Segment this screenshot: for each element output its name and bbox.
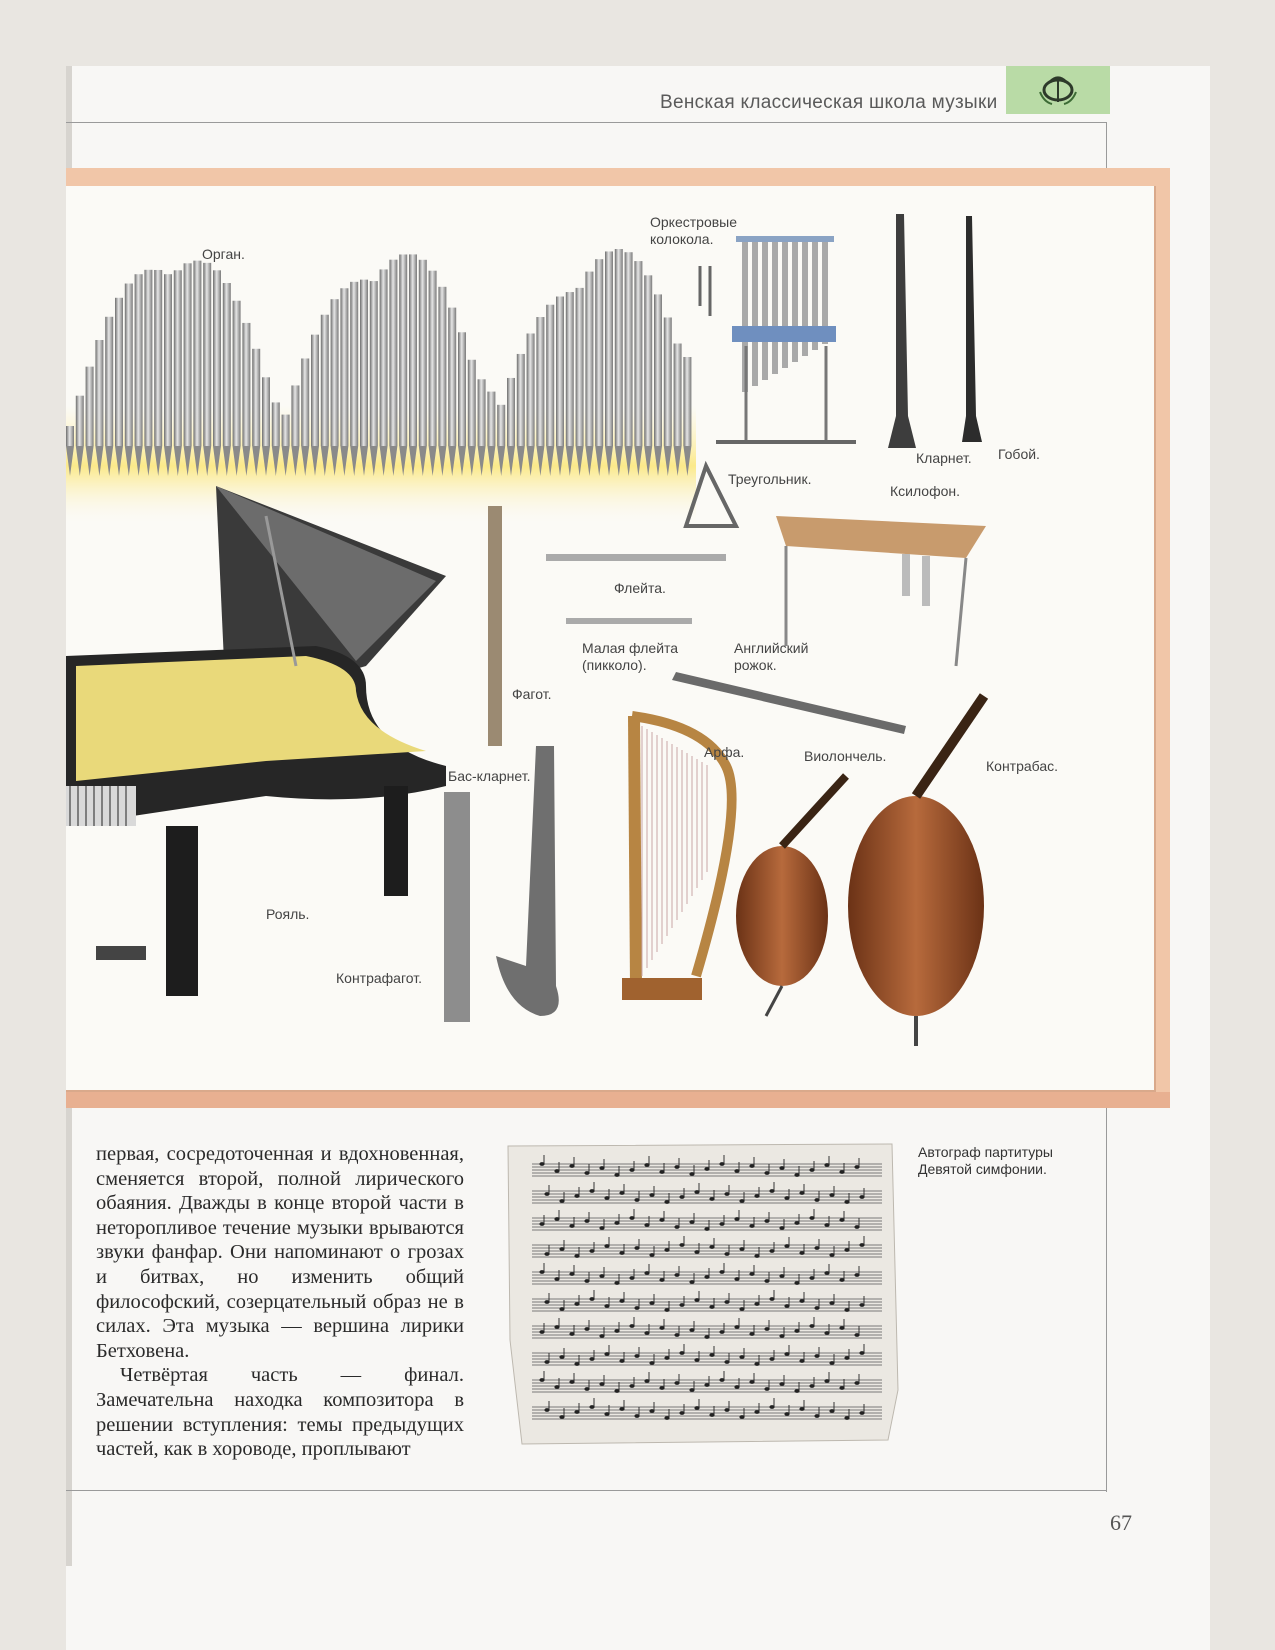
- bass-clarinet: [496, 746, 559, 1016]
- english-horn: [672, 672, 906, 734]
- cello: [736, 776, 846, 1016]
- footer-rule: [66, 1490, 1106, 1491]
- label-oboe: Гобой.: [998, 446, 1040, 462]
- label-clarinet: Кларнет.: [916, 450, 972, 466]
- contrabassoon: [444, 792, 470, 1022]
- bassoon: [488, 506, 502, 746]
- label-contrabassoon: Контрафагот.: [336, 970, 422, 986]
- label-organ: Орган.: [202, 246, 245, 262]
- label-bass-clarinet: Бас-кларнет.: [448, 768, 531, 784]
- label-flute: Флейта.: [614, 580, 666, 596]
- plate-bottom-edge: [66, 1092, 1170, 1108]
- section-emblem: [1006, 66, 1110, 114]
- score-autograph-image: [502, 1140, 904, 1462]
- oboe: [962, 216, 982, 442]
- label-piccolo: Малая флейта (пикколо).: [582, 640, 679, 673]
- clarinet: [888, 214, 916, 448]
- organ: [66, 249, 696, 526]
- piccolo: [566, 618, 692, 624]
- lyre-icon: [1036, 70, 1080, 110]
- score-caption: Автограф партитуры Девятой симфонии.: [918, 1144, 1053, 1177]
- flute: [546, 554, 726, 561]
- label-triangle: Треугольник.: [728, 471, 812, 487]
- label-bassoon: Фагот.: [512, 686, 552, 702]
- label-double-bass: Контрабас.: [986, 758, 1059, 774]
- paragraph: Четвёртая часть — финал. Замечательна находка композитора в решении вступления: темы предыдущих частей, как в хороводе, проплывают: [96, 1364, 464, 1461]
- label-cello: Виолончель.: [804, 748, 887, 764]
- orchestral-bells: [700, 236, 856, 442]
- orchestra-instruments-illustration: [66, 186, 1154, 1090]
- page-number: 67: [1110, 1510, 1132, 1535]
- header-rule: [66, 122, 1106, 123]
- label-piano: Рояль.: [266, 906, 310, 922]
- paragraph: первая, сосредоточенная и вдохновенная, сменяется второй, полной лирического обаяния. Дважды в конце второй части в неторопливое течение музыки врываются звуки фанфар. Они напоминают о грозах и битвах, но изменить общий философский, созерцательный образ не в силах. Эта музыка — вершина лирики Бетховена.: [96, 1143, 464, 1362]
- label-orchestral-bells: Оркестровые колокола.: [650, 214, 738, 247]
- label-xylophone: Ксилофон.: [890, 483, 961, 499]
- grand-piano: [66, 486, 446, 996]
- label-harp: Арфа.: [704, 744, 745, 760]
- running-header: Венская классическая школа музыки: [660, 92, 998, 113]
- body-text: [96, 1142, 464, 1462]
- label-english-horn: Английский рожок.: [734, 640, 809, 673]
